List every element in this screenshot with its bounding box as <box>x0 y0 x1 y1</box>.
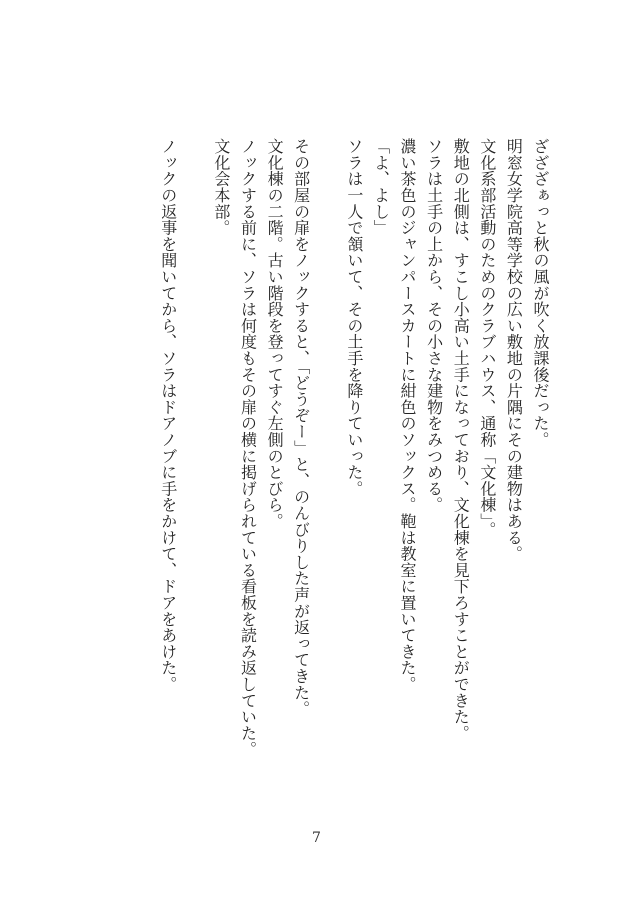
text-line: 文化棟の二階。古い階段を登ってすぐ左側のとびら。 <box>265 138 285 530</box>
text-line: ソラは土手の上から、その小さな建物をみつめる。 <box>424 138 444 513</box>
paragraph-break <box>181 138 208 698</box>
page-number: 7 <box>312 830 321 846</box>
text-line: 濃い茶色のジャンパースカートに紺色のソックス。鞄は教室に置いてきた。 <box>398 138 418 693</box>
text-line: 敷地の北側は、すこし小高い土手になっており、文化棟を見下ろすことができた。 <box>451 138 471 742</box>
text-line: 文化系部活動のためのクラブハウス、通称「文化棟」。 <box>477 138 497 538</box>
text-line: ソラは一人で頷いて、その土手を降りていった。 <box>344 138 364 497</box>
text-line: その部屋の扉をノックすると、「どうぞー」と、のんびりした声が返ってきた。 <box>291 138 311 717</box>
text-line: ノックの返事を聞いてから、ソラはドアノブに手をかけて、ドアをあけた。 <box>158 138 178 693</box>
vertical-text-body <box>154 138 553 758</box>
paragraph-break <box>314 138 341 698</box>
text-line: ノックする前に、ソラは何度もその扉の横に掲げられている看板を読み返していた。 <box>238 138 258 758</box>
text-line: 「よ、よし」 <box>371 138 391 236</box>
text-line: ざざざぁっと秋の風が吹く放課後だった。 <box>531 138 550 448</box>
text-line: 文化会本部。 <box>211 138 231 236</box>
text-line: 明窓女学院高等学校の広い敷地の片隅にその建物はある。 <box>504 138 524 562</box>
